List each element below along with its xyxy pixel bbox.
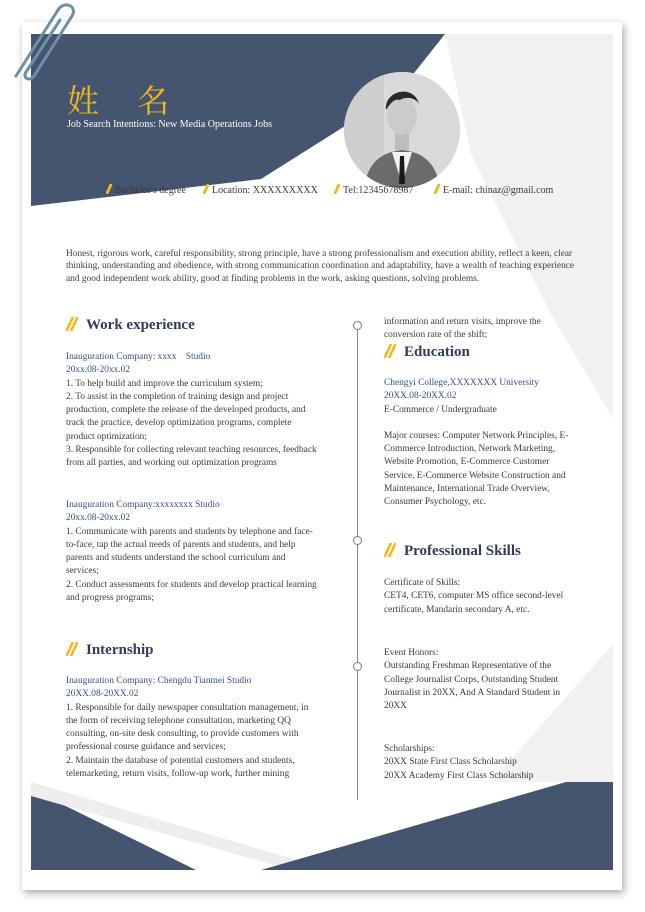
scholar-item: 20XX State First Class Scholarship <box>384 757 517 768</box>
education-entry <box>384 377 576 510</box>
job-period: 20xx.08-20xx.02 <box>66 513 131 524</box>
paperclip-icon <box>4 0 84 85</box>
education-major: E-Commerce / Undergraduate <box>384 404 497 415</box>
honors-text: Outstanding Freshman Representative of the College Journalist Corps, Outstanding Student Journalist in 20XX, And A Standard Student in 20XX <box>384 661 561 712</box>
contact-location: Location: XXXXXXXXX <box>203 184 318 196</box>
section-mark-icon <box>384 543 396 557</box>
timeline-dot <box>353 321 362 330</box>
timeline-dot <box>353 662 362 671</box>
contact-phone: Tel:12345678987 <box>334 184 413 196</box>
internship-entry <box>66 675 322 781</box>
internship-period: 20XX.08-20XX.02 <box>66 689 139 700</box>
internship-duty: 1. Responsible for daily newspaper consultation management, in the form of receiving telephone consultation, marketing QQ consulting, on-site desk consulting, to provide customers with professional course guidance and services; <box>66 702 309 753</box>
contact-email: E-mail: chinaz@gmail.com <box>434 184 553 196</box>
timeline-dot <box>353 536 362 545</box>
job-duty: 1. To help build and improve the curriculum system; <box>66 378 263 389</box>
section-mark-icon <box>66 642 78 656</box>
skills-certificates <box>384 577 576 617</box>
work-job-2 <box>66 499 318 605</box>
skills-scholarships <box>384 743 576 783</box>
job-duty: 1. Communicate with parents and students by telephone and face-to-face, tap the actual needs of parents and students, and help parents and students understand the school curriculum and services; <box>66 526 313 577</box>
section-mark-icon <box>66 317 78 331</box>
slash-icon <box>203 184 209 194</box>
self-introduction: Honest, rigorous work, careful responsibility, strong principle, have a strong professionalism and execution ability, reflect a keen, clear thinking, understanding and obedience, with strong communication coordination and adaptability, have a wealth of teaching experience and good independent work ability, good at finding problems in the work, asking questions, solving problems. <box>66 249 575 284</box>
education-school: Chengyi College,XXXXXXX University <box>384 378 539 388</box>
section-title-work: Work experience <box>66 317 195 334</box>
internship-company: Inauguration Company: Chengdu Tianmei Studio <box>66 676 252 686</box>
internship-duty: 2. Maintain the database of potential customers and students, telemarketing, return visits, follow-up work, further mining <box>66 755 295 780</box>
header-light-panel <box>445 34 613 419</box>
work-job-1 <box>66 351 318 471</box>
job-intention: Job Search Intentions: New Media Operations Jobs <box>67 119 272 130</box>
contact-degree: Bachelor's degree <box>106 184 186 196</box>
timeline-line <box>357 326 358 800</box>
job-duty: 2. To assist in the completion of training design and project production, complete the release of the developed products, and track the practice, develop optimization programs, complete product optimization; <box>66 391 306 442</box>
education-period: 20XX.08-20XX.02 <box>384 391 457 402</box>
slash-icon <box>106 184 112 194</box>
section-mark-icon <box>384 344 396 358</box>
section-title-internship: Internship <box>66 642 154 659</box>
scholar-item: 20XX Academy First Class Scholarship <box>384 770 534 781</box>
cert-text: CET4, CET6, computer MS office second-level certificate, Mandarin secondary A, etc. <box>384 591 564 615</box>
internship-continued: information and return visits, improve the conversion rate of the shift; <box>384 317 541 341</box>
job-period: 20xx.08-20xx.02 <box>66 365 131 376</box>
cert-label: Certificate of Skills: <box>384 578 461 588</box>
footer-navy-right <box>261 782 613 870</box>
skills-honors <box>384 647 576 713</box>
resume-name: 姓 名 <box>67 82 184 120</box>
job-company: Inauguration Company: xxxx Studio <box>66 352 211 362</box>
job-duty: 2. Conduct assessments for students and develop practical learning and progress programs; <box>66 579 317 604</box>
job-duty: 3. Responsible for collecting relevant teaching resources, feedback from all parties, and working out optimization programs <box>66 445 317 469</box>
profile-photo <box>344 72 460 188</box>
contact-bar <box>76 184 556 200</box>
scholar-label: Scholarships: <box>384 744 435 754</box>
section-title-education: Education <box>384 344 470 361</box>
job-company: Inauguration Company:xxxxxxxx Studio <box>66 500 220 510</box>
education-courses: Major courses: Computer Network Principles, E-Commerce Introduction, Network Marketing, Website Promotion, E-Commerce Customer Service, E-Commerce Website Construction and Maintenance, International Trade Overview, Consumer Psychology, etc. <box>384 430 569 508</box>
spacer <box>384 417 576 430</box>
slash-icon <box>334 184 340 194</box>
section-title-skills: Professional Skills <box>384 543 521 560</box>
slash-icon <box>434 184 440 194</box>
honors-label: Event Honors: <box>384 648 439 658</box>
